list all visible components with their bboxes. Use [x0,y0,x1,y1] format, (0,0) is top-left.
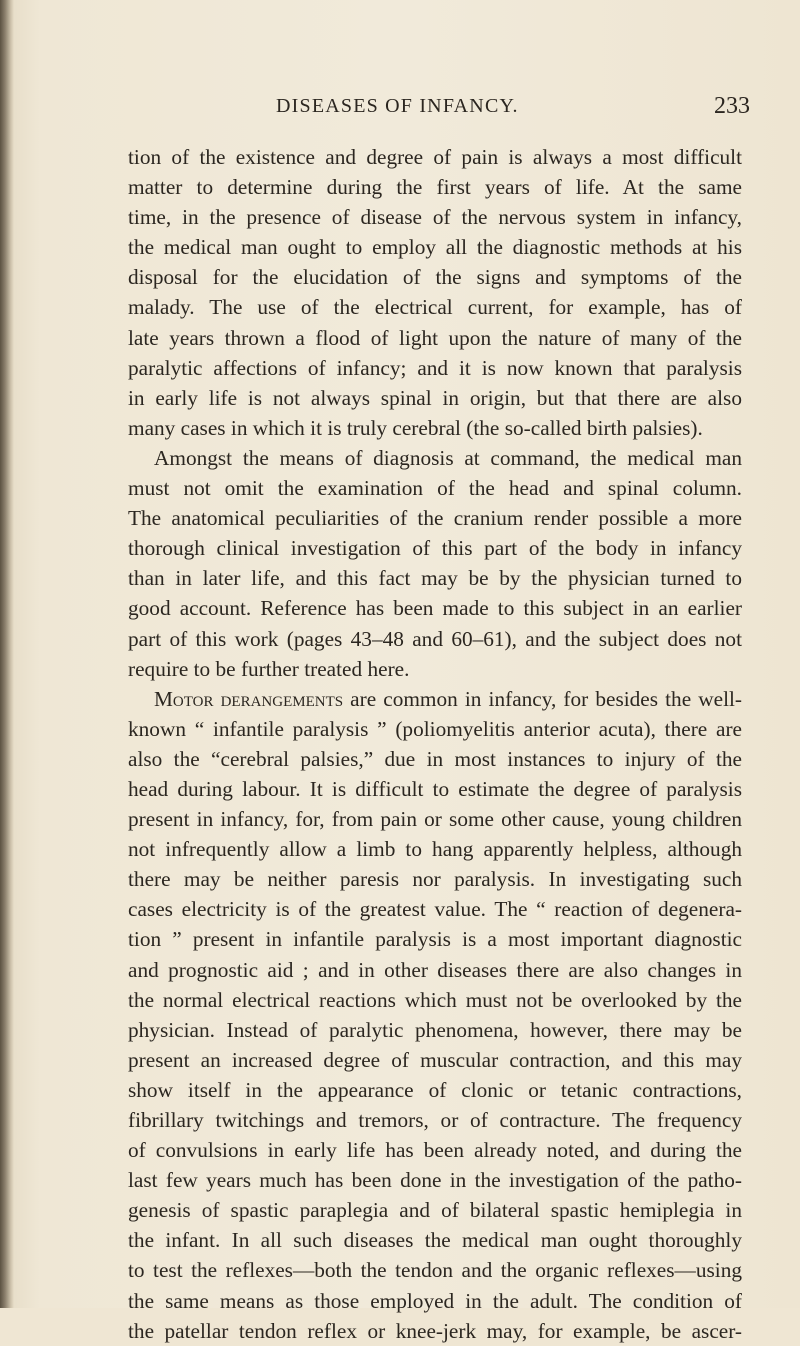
text-line: good account. Reference has been made to this subject in an earlier [128,596,742,621]
text-line: there may be neither paresis nor paralysis. In investigating such [128,867,742,892]
text-line: to test the reflexes—both the tendon and the organic reflexes—using [128,1258,742,1283]
text-line: show itself in the appearance of clonic or tetanic contractions, [128,1077,742,1102]
body-text [128,142,742,1346]
text-line: time, in the presence of disease of the nervous system in infancy, [128,205,742,230]
page-number: 233 [714,93,750,119]
page-binding-edge [0,0,14,1308]
text-line: thorough clinical investigation of this part of the body in infancy [128,536,742,561]
text-line: disposal for the elucidation of the signs and symptoms of the [128,265,742,290]
text-line: tion of the existence and degree of pain is always a most difficult [128,145,742,169]
text-line-rest: are common in infancy, for besides the well- [343,686,742,711]
running-header-title: DISEASES OF INFANCY. [276,95,519,117]
text-line: also the “cerebral palsies,” due in most instances to injury of the [128,746,742,771]
text-line: than in later life, and this fact may be by the physician turned to [128,566,742,591]
text-line: the normal electrical reactions which must not be overlooked by the [128,987,742,1012]
text-line: present an increased degree of muscular contraction, and this may [128,1047,742,1072]
text-line: known “ infantile paralysis ” (poliomyelitis anterior acuta), there are [128,716,742,741]
text-line: The anatomical peculiarities of the cranium render possible a more [128,506,742,531]
text-line: cases electricity is of the greatest value. The “ reaction of degenera- [128,897,742,922]
text-line: the medical man ought to employ all the diagnostic methods at his [128,235,742,260]
text-line: malady. The use of the electrical current, for example, has of [128,295,742,320]
text-line: fibrillary twitchings and tremors, or of contracture. The frequency [128,1108,742,1132]
text-line: Amongst the means of diagnosis at command, the medical man [154,445,742,470]
text-line: physician. Instead of paralytic phenomena, however, there may be [128,1017,742,1042]
text-line: the infant. In all such diseases the medical man ought thoroughly [128,1228,742,1253]
section-lead-words: Motor derangements [154,686,344,711]
running-header [0,95,800,125]
text-line: must not omit the examination of the head and spinal column. [128,476,742,501]
text-line: many cases in which it is truly cerebral (the so-called birth palsies). [128,415,703,440]
text-line: last few years much has been done in the investigation of the patho- [128,1168,742,1193]
text-line: the same means as those employed in the adult. The condition of [128,1288,742,1313]
text-line: matter to determine during the first years of life. At the same [128,175,742,200]
text-line: of convulsions in early life has been already noted, and during the [128,1138,742,1163]
text-line: head during labour. It is difficult to estimate the degree of paralysis [128,776,742,801]
text-line [128,684,742,714]
text-line: require to be further treated here. [128,656,410,681]
text-line: the patellar tendon reflex or knee-jerk may, for example, be ascer- [128,1318,742,1343]
text-line: present in infancy, for, from pain or some other cause, young children [128,807,742,832]
text-line: late years thrown a flood of light upon the nature of many of the [128,325,742,350]
text-line: genesis of spastic paraplegia and of bilateral spastic hemiplegia in [128,1198,742,1223]
text-line: and prognostic aid ; and in other diseases there are also changes in [128,957,742,982]
text-line: part of this work (pages 43–48 and 60–61), and the subject does not [128,626,742,651]
text-line: in early life is not always spinal in origin, but that there are also [128,385,742,410]
text-line: not infrequently allow a limb to hang apparently helpless, although [128,837,742,862]
text-line: paralytic affections of infancy; and it is now known that paralysis [128,355,742,380]
text-line: tion ” present in infantile paralysis is a most important diagnostic [128,927,742,952]
